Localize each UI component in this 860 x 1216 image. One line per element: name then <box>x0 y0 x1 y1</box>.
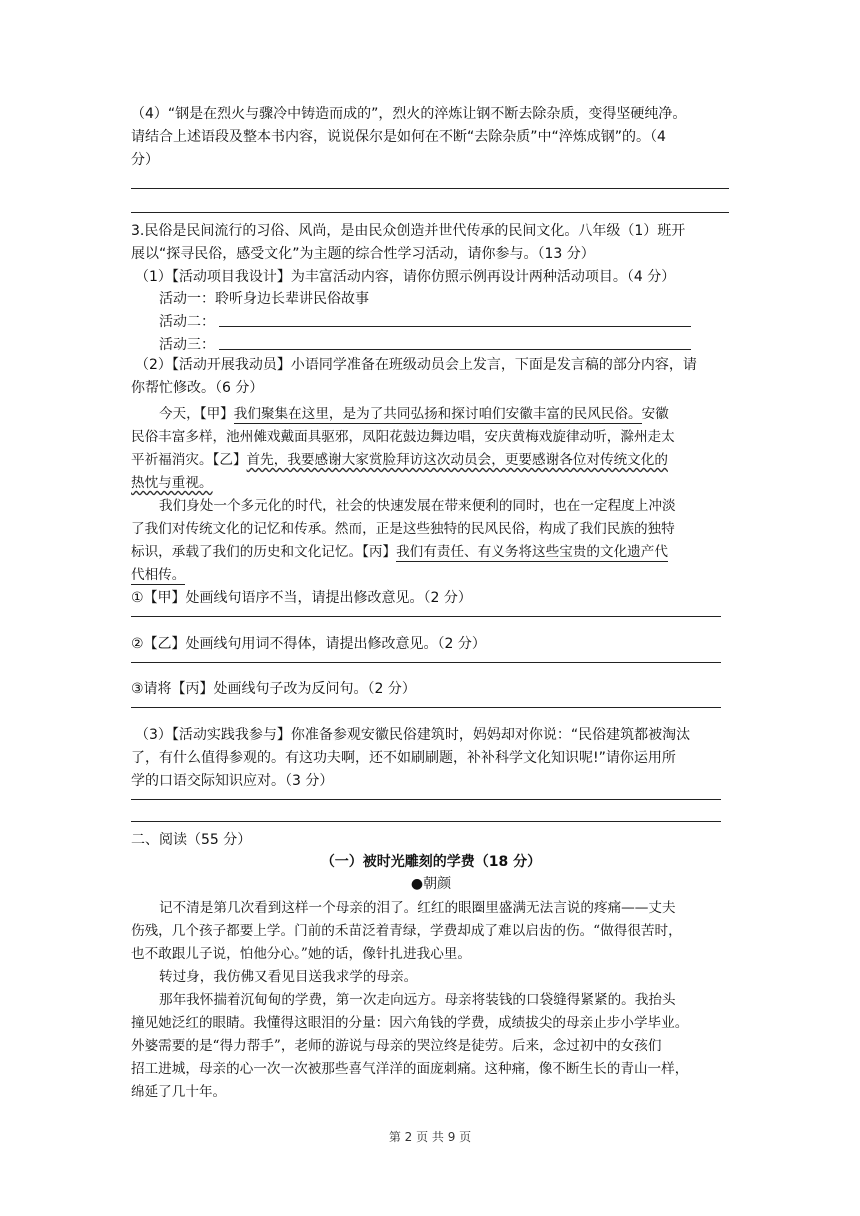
q3-sub2-line1: （2）【活动开展我动员】小语同学准备在班级动员会上发言，下面是发言稿的部分内容，请 <box>135 357 697 373</box>
answer-line[interactable] <box>131 662 721 663</box>
activity-one: 活动一：聆听身边长辈讲民俗故事 <box>159 291 369 307</box>
answer-line[interactable] <box>131 707 721 708</box>
q4-line1: （4）“钢是在烈火与骤冷中铸造而成的”，烈火的淬炼让钢不断去除杂质，变得坚硬纯净。 <box>131 106 687 122</box>
activity-three-answer-line[interactable] <box>219 349 691 350</box>
speech-p2-line4: 代相传。 <box>131 567 186 583</box>
speech-p2-line1: 我们身处一个多元化的时代，社会的快速发展在带来便利的同时，也在一定程度上冲淡 <box>159 498 676 514</box>
activity-three-label: 活动三： <box>159 337 215 353</box>
speech-p1-line2: 民俗丰富多样，池州傩戏戴面具驱邪，凤阳花鼓边舞边唱，安庆黄梅戏旋律动听，滁州走太 <box>131 429 675 445</box>
answer-line[interactable] <box>131 212 729 213</box>
question-a: ①【甲】处画线句语序不当，请提出修改意见。（2 分） <box>131 590 472 606</box>
activity-two-label: 活动二： <box>159 314 215 330</box>
q3-sub2-line2: 你帮忙修改。（6 分） <box>131 380 264 396</box>
answer-line[interactable] <box>131 188 729 189</box>
article-p1-line2: 伤残，几个孩子都要上学。门前的禾苗泛着青绿，学费却成了难以启齿的伤。“做得很苦时， <box>131 923 682 939</box>
page-footer: 第 2 页 共 9 页 <box>388 1130 472 1144</box>
q3-sub1: （1）【活动项目我设计】为丰富活动内容，请你仿照示例再设计两种活动项目。（4 分） <box>135 269 676 285</box>
q3-line1: 3.民俗是民间流行的习俗、风尚，是由民众创造并世代传承的民间文化。八年级（1）班开 <box>131 223 686 239</box>
article-p3-line3: 外婆需要的是“得力帮手”，老师的游说与母亲的哭泣终是徒劳。后来，念过初中的女孩们 <box>131 1038 662 1054</box>
question-b: ②【乙】处画线句用词不得体，请提出修改意见。（2 分） <box>131 636 486 652</box>
speech-p1-line4: 热忱与重视。 <box>131 475 213 491</box>
speech-p2-line2: 了我们对传统文化的记忆和传承。然而，正是这些独特的民风民俗，构成了我们民族的独特 <box>131 521 675 537</box>
q4-line3: 分） <box>131 152 159 168</box>
article-p3-line1: 那年我怀揣着沉甸甸的学费，第一次走向远方。母亲将装钱的口袋缝得紧紧的。我抬头 <box>159 992 676 1008</box>
q3-sub3-line2: 了，有什么值得参观的。有这功夫啊，还不如刷刷题，补补科学文化知识呢!”请你运用所 <box>131 750 676 766</box>
article-author: ●朝颜 <box>410 876 452 892</box>
section-heading: 二、阅读（55 分） <box>131 832 252 848</box>
q3-sub3-line1: （3）【活动实践我参与】你准备参观安徽民俗建筑时，妈妈却对你说：“民俗建筑都被淘汰 <box>135 727 691 743</box>
article-p2: 转过身，我仿佛又看见目送我求学的母亲。 <box>159 969 418 985</box>
article-p3-line4: 招工进城，母亲的心一次一次被那些喜气洋洋的面庞刺痛。这种痛，像不断生长的青山一样， <box>131 1061 689 1077</box>
answer-line[interactable] <box>131 616 721 617</box>
question-c: ③请将【丙】处画线句子改为反问句。（2 分） <box>131 681 416 697</box>
speech-p1-line3: 平祈福消灾。【乙】首先，我要感谢大家赏脸拜访这次动员会，更要感谢各位对传统文化的 <box>131 452 668 468</box>
speech-p1-line1: 今天，【甲】我们聚集在这里，是为了共同弘扬和探讨咱们安徽丰富的民风民俗。安徽 <box>159 406 669 422</box>
article-p1-line3: 也不敢跟儿子说，怕他分心。”她的话，像针扎进我心里。 <box>131 946 471 962</box>
activity-two-answer-line[interactable] <box>219 326 691 327</box>
article-title: （一）被时光雕刻的学费（18 分） <box>320 854 542 870</box>
speech-p2-line3: 标识，承载了我们的历史和文化记忆。【丙】我们有责任、有义务将这些宝贵的文化遗产代 <box>131 544 668 560</box>
answer-line[interactable] <box>131 799 721 800</box>
article-p1-line1: 记不清是第几次看到这样一个母亲的泪了。红红的眼圈里盛满无法言说的疼痛——丈夫 <box>159 900 676 916</box>
q3-line2: 展以“探寻民俗，感受文化”为主题的综合性学习活动，请你参与。（13 分） <box>131 246 595 262</box>
article-p3-line5: 绵延了几十年。 <box>131 1084 227 1100</box>
q3-sub3-line3: 学的口语交际知识应对。（3 分） <box>131 773 334 789</box>
article-p3-line2: 撞见她泛红的眼睛。我懂得这眼泪的分量：因六角钱的学费，成绩拔尖的母亲止步小学毕业。 <box>131 1015 689 1031</box>
q4-line2: 请结合上述语段及整本书内容，说说保尔是如何在不断“去除杂质”中“淬炼成钢”的。（4 <box>131 129 666 145</box>
answer-line[interactable] <box>131 821 721 822</box>
